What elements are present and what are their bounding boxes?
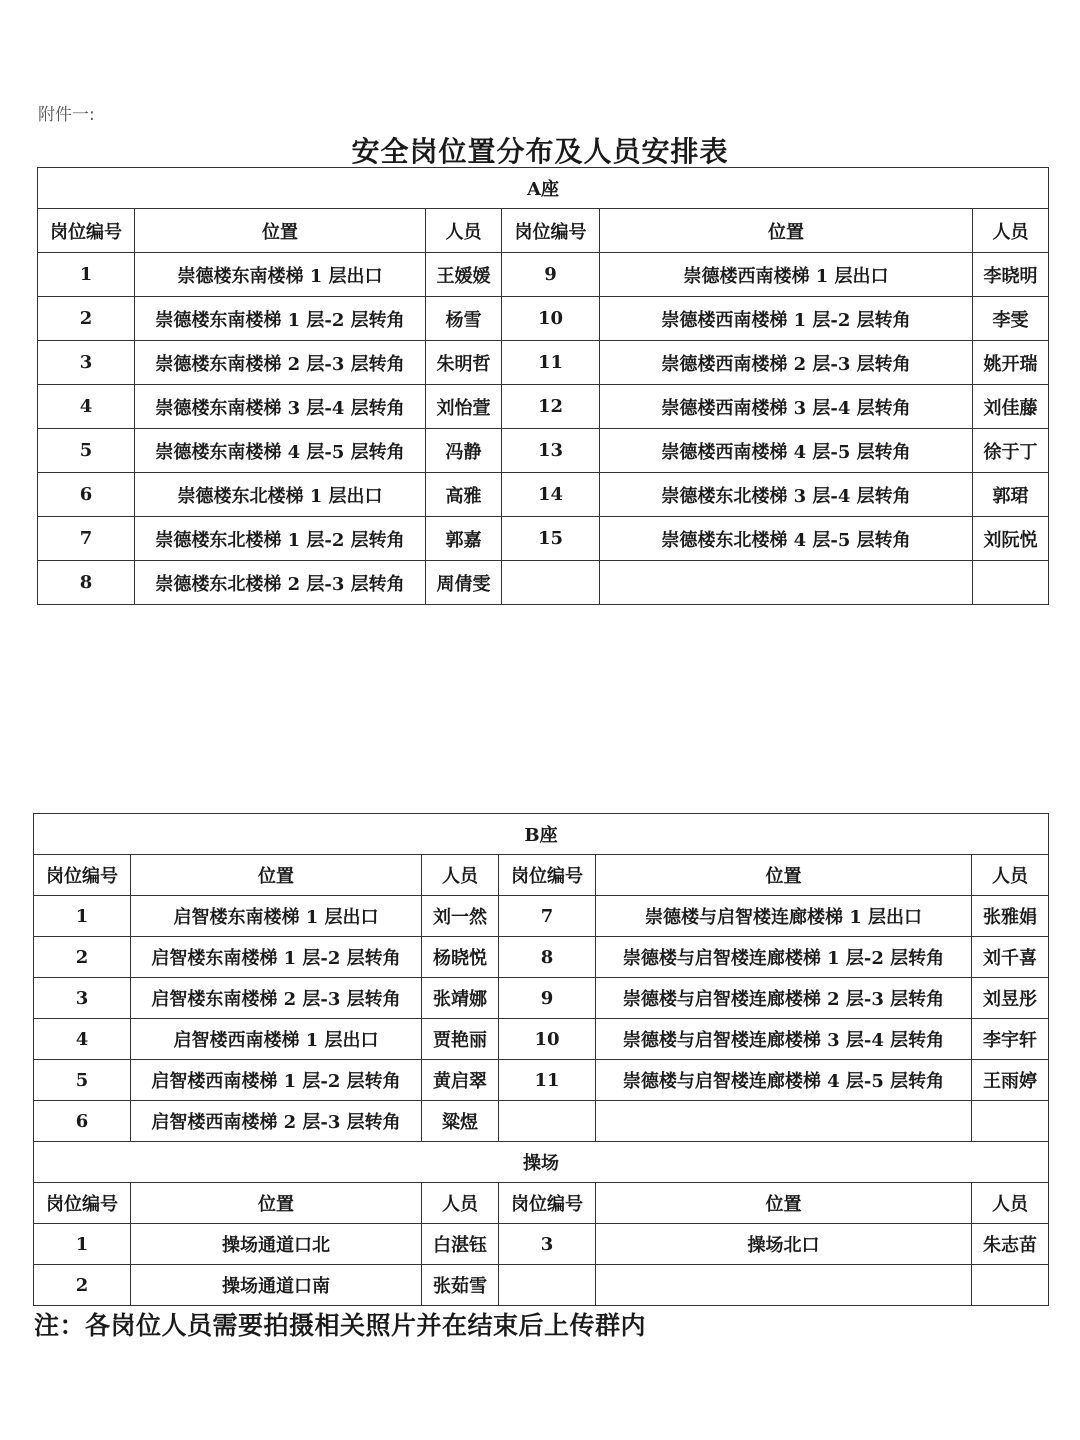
header-post-no: 岗位编号 <box>34 855 131 896</box>
post-number: 12 <box>502 385 600 429</box>
location-cell: 崇德楼东北楼梯 4 层-5 层转角 <box>600 517 973 561</box>
table-row <box>38 253 1049 297</box>
empty-cell <box>972 1265 1049 1306</box>
post-number: 13 <box>502 429 600 473</box>
table-row <box>38 561 1049 605</box>
location-cell: 启智楼西南楼梯 2 层-3 层转角 <box>131 1101 422 1142</box>
post-number: 7 <box>499 896 596 937</box>
table-row <box>34 1224 1049 1265</box>
person-cell: 黄启翠 <box>422 1060 499 1101</box>
person-cell: 周倩雯 <box>426 561 502 605</box>
post-number: 4 <box>38 385 135 429</box>
post-number: 5 <box>38 429 135 473</box>
post-number: 4 <box>34 1019 131 1060</box>
location-cell: 崇德楼西南楼梯 3 层-4 层转角 <box>600 385 973 429</box>
person-cell: 白湛钰 <box>422 1224 499 1265</box>
person-cell: 刘一然 <box>422 896 499 937</box>
post-number: 8 <box>38 561 135 605</box>
location-cell: 崇德楼与启智楼连廊楼梯 4 层-5 层转角 <box>596 1060 972 1101</box>
post-number: 5 <box>34 1060 131 1101</box>
post-number: 10 <box>499 1019 596 1060</box>
location-cell: 操场通道口北 <box>131 1224 422 1265</box>
location-cell: 操场北口 <box>596 1224 972 1265</box>
location-cell: 操场通道口南 <box>131 1265 422 1306</box>
person-cell: 高雅 <box>426 473 502 517</box>
location-cell: 崇德楼东北楼梯 1 层-2 层转角 <box>135 517 426 561</box>
location-cell: 崇德楼东北楼梯 2 层-3 层转角 <box>135 561 426 605</box>
person-cell: 杨晓悦 <box>422 937 499 978</box>
person-cell: 徐于丁 <box>973 429 1049 473</box>
empty-cell <box>596 1101 972 1142</box>
header-person: 人员 <box>972 1183 1049 1224</box>
person-cell: 朱志苗 <box>972 1224 1049 1265</box>
empty-cell <box>499 1265 596 1306</box>
section-title-a: A座 <box>38 168 1049 209</box>
post-number: 1 <box>34 896 131 937</box>
header-post-no: 岗位编号 <box>34 1183 131 1224</box>
section-title-b: B座 <box>34 814 1049 855</box>
location-cell: 崇德楼西南楼梯 1 层-2 层转角 <box>600 297 973 341</box>
location-cell: 崇德楼西南楼梯 4 层-5 层转角 <box>600 429 973 473</box>
person-cell: 粱煜 <box>422 1101 499 1142</box>
header-post-no: 岗位编号 <box>499 1183 596 1224</box>
header-location: 位置 <box>600 209 973 253</box>
post-number: 9 <box>499 978 596 1019</box>
table-row <box>38 341 1049 385</box>
table-row <box>34 1265 1049 1306</box>
location-cell: 崇德楼与启智楼连廊楼梯 2 层-3 层转角 <box>596 978 972 1019</box>
person-cell: 张雅娟 <box>972 896 1049 937</box>
table-row <box>38 429 1049 473</box>
table-row <box>38 385 1049 429</box>
header-post-no: 岗位编号 <box>499 855 596 896</box>
header-person: 人员 <box>422 1183 499 1224</box>
footer-note: 注：各岗位人员需要拍摄相关照片并在结束后上传群内 <box>34 1311 647 1340</box>
person-cell: 冯静 <box>426 429 502 473</box>
post-number: 6 <box>38 473 135 517</box>
person-cell: 刘昱彤 <box>972 978 1049 1019</box>
table-row <box>38 473 1049 517</box>
post-number: 3 <box>38 341 135 385</box>
table-row <box>34 1019 1049 1060</box>
table-row <box>34 1060 1049 1101</box>
post-number: 2 <box>34 937 131 978</box>
person-cell: 王媛媛 <box>426 253 502 297</box>
location-cell: 启智楼东南楼梯 2 层-3 层转角 <box>131 978 422 1019</box>
empty-cell <box>499 1101 596 1142</box>
post-number: 3 <box>34 978 131 1019</box>
location-cell: 崇德楼西南楼梯 1 层出口 <box>600 253 973 297</box>
header-person: 人员 <box>972 855 1049 896</box>
person-cell: 李雯 <box>973 297 1049 341</box>
location-cell: 崇德楼西南楼梯 2 层-3 层转角 <box>600 341 973 385</box>
person-cell: 贾艳丽 <box>422 1019 499 1060</box>
header-post-no: 岗位编号 <box>502 209 600 253</box>
header-location: 位置 <box>596 1183 972 1224</box>
post-number: 3 <box>499 1224 596 1265</box>
header-person: 人员 <box>422 855 499 896</box>
location-cell: 崇德楼东南楼梯 1 层-2 层转角 <box>135 297 426 341</box>
table-row <box>34 896 1049 937</box>
post-number: 15 <box>502 517 600 561</box>
empty-cell <box>973 561 1049 605</box>
header-location: 位置 <box>131 855 422 896</box>
header-location: 位置 <box>596 855 972 896</box>
person-cell: 李晓明 <box>973 253 1049 297</box>
person-cell: 刘怡萱 <box>426 385 502 429</box>
location-cell: 崇德楼东南楼梯 3 层-4 层转角 <box>135 385 426 429</box>
location-cell: 启智楼西南楼梯 1 层-2 层转角 <box>131 1060 422 1101</box>
person-cell: 王雨婷 <box>972 1060 1049 1101</box>
location-cell: 崇德楼东南楼梯 1 层出口 <box>135 253 426 297</box>
header-location: 位置 <box>135 209 426 253</box>
location-cell: 崇德楼东北楼梯 3 层-4 层转角 <box>600 473 973 517</box>
empty-cell <box>502 561 600 605</box>
table-row <box>38 517 1049 561</box>
person-cell: 朱明哲 <box>426 341 502 385</box>
empty-cell <box>600 561 973 605</box>
header-location: 位置 <box>131 1183 422 1224</box>
person-cell: 李宇轩 <box>972 1019 1049 1060</box>
location-cell: 启智楼东南楼梯 1 层-2 层转角 <box>131 937 422 978</box>
location-cell: 崇德楼与启智楼连廊楼梯 3 层-4 层转角 <box>596 1019 972 1060</box>
post-number: 8 <box>499 937 596 978</box>
location-cell: 崇德楼与启智楼连廊楼梯 1 层出口 <box>596 896 972 937</box>
location-cell: 崇德楼东南楼梯 2 层-3 层转角 <box>135 341 426 385</box>
document-title: 安全岗位置分布及人员安排表 <box>351 135 729 168</box>
post-number: 11 <box>502 341 600 385</box>
table-row <box>34 978 1049 1019</box>
person-cell: 张茹雪 <box>422 1265 499 1306</box>
person-cell: 刘阮悦 <box>973 517 1049 561</box>
location-cell: 启智楼东南楼梯 1 层出口 <box>131 896 422 937</box>
table-row <box>38 297 1049 341</box>
table-row <box>34 937 1049 978</box>
post-number: 7 <box>38 517 135 561</box>
header-post-no: 岗位编号 <box>38 209 135 253</box>
person-cell: 张靖娜 <box>422 978 499 1019</box>
person-cell: 郭珺 <box>973 473 1049 517</box>
header-person: 人员 <box>426 209 502 253</box>
empty-cell <box>596 1265 972 1306</box>
section-title-playground: 操场 <box>34 1142 1049 1183</box>
location-cell: 崇德楼东北楼梯 1 层出口 <box>135 473 426 517</box>
post-number: 14 <box>502 473 600 517</box>
table-section-a <box>37 167 1049 605</box>
attachment-label: 附件一: <box>38 105 95 125</box>
post-number: 10 <box>502 297 600 341</box>
person-cell: 刘千喜 <box>972 937 1049 978</box>
person-cell: 郭嘉 <box>426 517 502 561</box>
person-cell: 刘佳藤 <box>973 385 1049 429</box>
post-number: 1 <box>38 253 135 297</box>
location-cell: 崇德楼东南楼梯 4 层-5 层转角 <box>135 429 426 473</box>
empty-cell <box>972 1101 1049 1142</box>
post-number: 2 <box>34 1265 131 1306</box>
post-number: 6 <box>34 1101 131 1142</box>
person-cell: 杨雪 <box>426 297 502 341</box>
location-cell: 启智楼西南楼梯 1 层出口 <box>131 1019 422 1060</box>
header-person: 人员 <box>973 209 1049 253</box>
post-number: 9 <box>502 253 600 297</box>
person-cell: 姚开瑞 <box>973 341 1049 385</box>
location-cell: 崇德楼与启智楼连廊楼梯 1 层-2 层转角 <box>596 937 972 978</box>
post-number: 2 <box>38 297 135 341</box>
table-section-b <box>33 813 1049 1306</box>
post-number: 11 <box>499 1060 596 1101</box>
post-number: 1 <box>34 1224 131 1265</box>
table-row <box>34 1101 1049 1142</box>
